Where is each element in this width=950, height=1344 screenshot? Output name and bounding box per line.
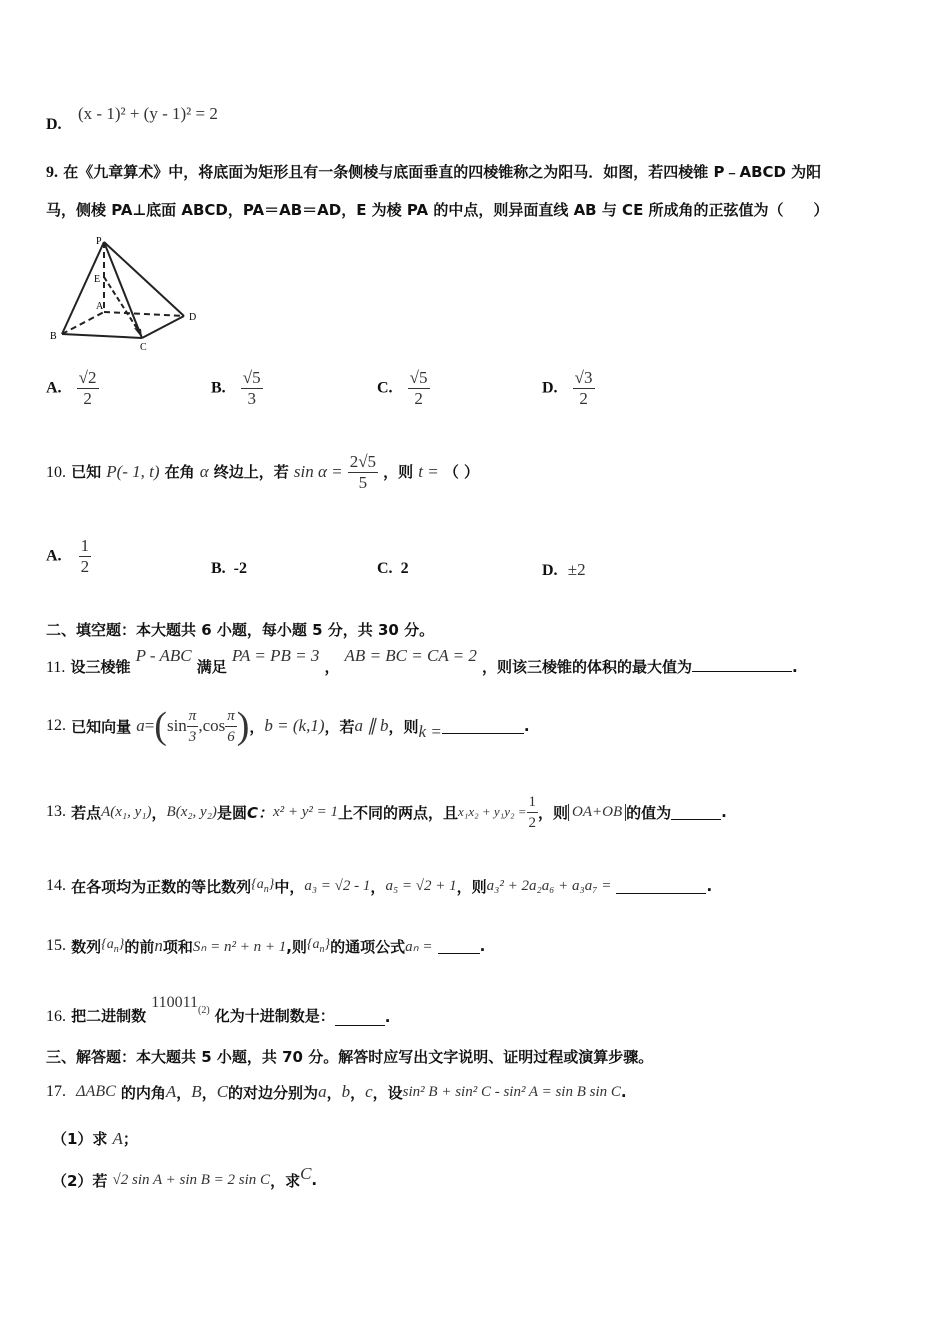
q9-text-1: 在《九章算术》中，将底面为矩形且有一条侧棱与底面垂直的四棱锥称之为阳马．如图，若四棱锥 P﹣ABCD 为阳 (63, 163, 822, 181)
q11-answer-blank (692, 657, 792, 672)
q9-option-c: C. $\frac{√5}{2}$ (377, 368, 428, 408)
label-e: E (94, 274, 101, 285)
q10-option-c: C. 2 (377, 560, 409, 577)
label-d: D (189, 312, 197, 323)
q14-answer-blank (616, 879, 706, 894)
q8-option-d-label: D. (46, 116, 62, 133)
q12-answer-blank (442, 719, 524, 734)
q9-number: 9. (46, 164, 58, 181)
pyramid-figure (44, 230, 214, 355)
q10-option-b: B. -2 (211, 560, 247, 577)
q14-line: 14. 在各项均为正数的等比数列 $\{a_n\}$ 中， a₃ = √2 - 1 ， a₅ = √2 + 1 ，则 a₃² + 2a₂a₆ + a₃a₇ = . (46, 877, 713, 896)
q17-line: 17. ΔABC 的内角 A ， B ， C 的对边分别为 a ， b ， c ，设 sin² B + sin² C - sin² A = sin B sin C . (46, 1082, 627, 1102)
q17-part-2: （2）若 √2 sin A + sin B = 2 sin C ，求 C . (52, 1164, 318, 1190)
q11-line: 11. 设三棱锥 P - ABC 满足 PA = PB = 3 ， AB = BC = CA = 2 ，则该三棱锥的体积的最大值为 . (46, 646, 798, 676)
q9-line-2: 马，侧棱 PA⊥底面 ABCD，PA＝AB＝AD，E 为棱 PA 的中点，则异面直线 AB 与 CE 所成角的正弦值为（ ） (46, 201, 829, 219)
q15-answer-blank (438, 939, 480, 954)
label-b: B (50, 331, 57, 342)
q10-option-d: D. ±2 (542, 560, 586, 579)
q13-line: 13. 若点 A(x₁, y₁) ， B(x₂, y₂) 是圆 C： x² + y² = 1 上不同的两点，且 x₁x₂ + y₁y₂ = $\frac{1}{2}$ ，则 OA+OB 的值为 . (46, 793, 727, 831)
q17-part-1: （1）求 A； (52, 1129, 138, 1148)
q15-line: 15. 数列 $\{a_n\}$ 的前 n 项和 Sₙ = n² + n + 1 ,则 $\{a_n\}$ 的通项公式 aₙ = . (46, 936, 486, 956)
q12-line: 12. 已知向量 a = ( sin $\frac{\pi}{3}$ ,cos $\frac{\pi}{6}$ ) ， b = (k,1) ，若 a ∥ b ，则 k = . (46, 705, 530, 747)
q9-option-a: A. $\frac{√2}{2}$ (46, 368, 97, 408)
q10-option-a: A. $\frac{1}{2}$ (46, 536, 90, 576)
q8-option-d-expression: (x - 1)² + (y - 1)² = 2 (78, 104, 218, 123)
q9-line-1 (46, 161, 821, 182)
q13-answer-blank (671, 805, 721, 820)
q9-option-d: D. $\frac{√3}{2}$ (542, 368, 593, 408)
q16-answer-blank (335, 1011, 385, 1026)
section-3-heading: 三、解答题：本大题共 5 小题，共 70 分。解答时应写出文字说明、证明过程或演算步骤。 (46, 1048, 654, 1066)
label-a: A (96, 301, 104, 312)
label-p: P (96, 236, 102, 247)
q10-line: 10. 已知 P(- 1, t) 在角 α 终边上，若 sin α = $\frac{2√5}{5}$ ，则 t = （ ） (46, 452, 480, 492)
label-c: C (140, 342, 147, 353)
q16-line: 16. 把二进制数 110011 (2) 化为十进制数是： . (46, 994, 391, 1026)
q9-option-b: B. $\frac{√5}{3}$ (211, 368, 261, 408)
section-2-heading: 二、填空题：本大题共 6 小题，每小题 5 分，共 30 分。 (46, 621, 435, 639)
